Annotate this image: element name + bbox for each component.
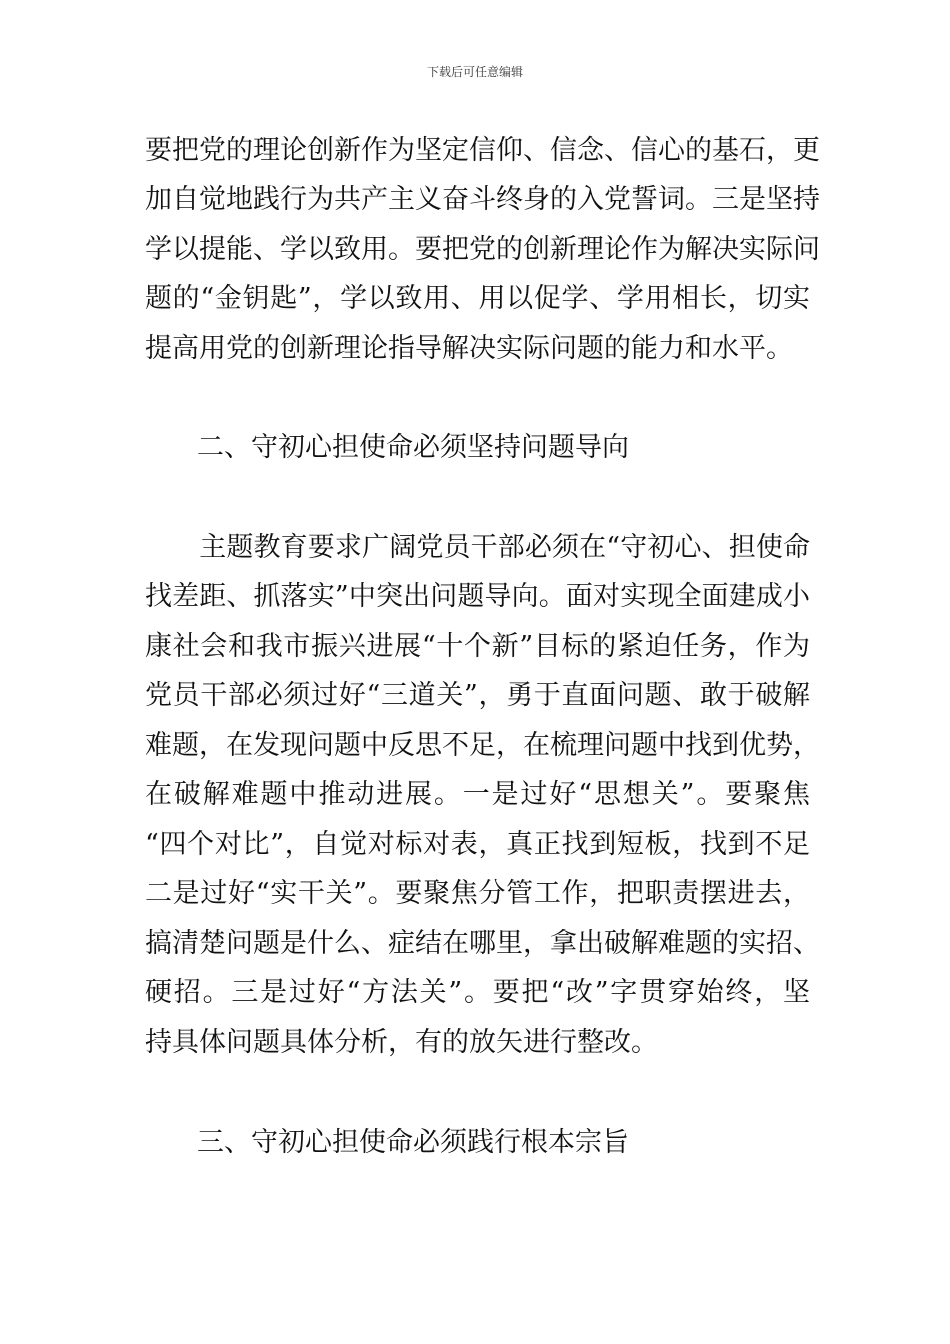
header-note: 下载后可任意编辑 [426, 65, 523, 79]
paragraph-1-line-5: 提高用党的创新理论指导解决实际问题的能力和水平。 [145, 333, 793, 364]
paragraph-2-line-5: 难题，在发现问题中反思不足，在梳理问题中找到优势， [145, 730, 820, 761]
section-heading-2: 二、守初心担使命必须坚持问题导向 [197, 432, 629, 463]
paragraph-2-line-10: 硬招。三是过好“方法关”。要把“改”字贯穿始终，坚 [145, 977, 810, 1008]
paragraph-2-line-2: 找差距、抓落实”中突出问题导向。面对实现全面建成小 [145, 581, 810, 612]
paragraph-1-line-3: 学以提能、学以致用。要把党的创新理论作为解决实际问 [145, 234, 820, 265]
paragraph-1-line-1: 要把党的理论创新作为坚定信仰、信念、信心的基石，更 [145, 135, 820, 166]
paragraph-2-line-7: “四个对比”，自觉对标对表，真正找到短板，找到不足 [145, 829, 810, 860]
paragraph-2-line-11: 持具体问题具体分析，有的放矢进行整改。 [145, 1027, 658, 1058]
paragraph-1-line-2: 加自觉地践行为共产主义奋斗终身的入党誓词。三是坚持 [145, 184, 820, 215]
paragraph-2-line-3: 康社会和我市振兴进展“十个新”目标的紧迫任务，作为 [145, 631, 810, 662]
paragraph-2-line-4: 党员干部必须过好“三道关”，勇于直面问题、敢于破解 [145, 680, 810, 711]
paragraph-1-line-4: 题的“金钥匙”，学以致用、用以促学、学用相长，切实 [145, 283, 810, 314]
paragraph-2-line-1: 主题教育要求广阔党员干部必须在“守初心、担使命 [145, 532, 810, 563]
section-heading-3: 三、守初心担使命必须践行根本宗旨 [197, 1127, 629, 1158]
paragraph-2-line-8: 二是过好“实干关”。要聚焦分管工作，把职责摆进去， [145, 878, 810, 909]
paragraph-2-line-9: 搞清楚问题是什么、症结在哪里，拿出破解难题的实招、 [145, 928, 820, 959]
paragraph-2-line-6: 在破解难题中推动进展。一是过好“思想关”。要聚焦 [145, 779, 810, 810]
